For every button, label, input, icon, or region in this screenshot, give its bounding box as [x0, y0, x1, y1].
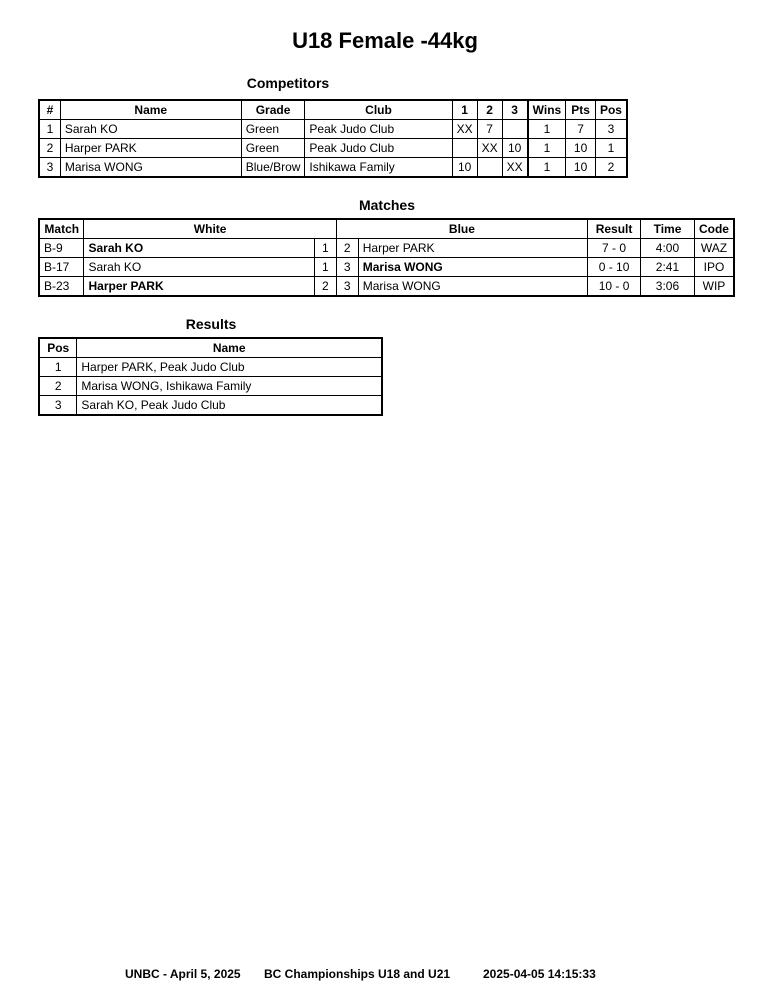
col-header-number: #	[39, 100, 60, 120]
footer-venue: UNBC - April 5, 2025	[125, 967, 241, 981]
competitor-pos: 2	[595, 158, 627, 178]
footer-event: BC Championships U18 and U21	[264, 967, 451, 981]
competitor-pos: 3	[595, 120, 627, 139]
competitors-header-row	[39, 100, 627, 120]
match-blue-number: 3	[336, 277, 358, 297]
match-white-number: 1	[314, 239, 336, 258]
match-white-number: 2	[314, 277, 336, 297]
match-time: 2:41	[641, 258, 695, 277]
competitor-vs-3: XX	[502, 158, 528, 178]
match-time: 3:06	[641, 277, 695, 297]
col-header-blue: Blue	[336, 219, 587, 239]
competitor-pts: 10	[566, 139, 596, 158]
results-table	[38, 337, 383, 416]
competitor-club: Peak Judo Club	[305, 120, 452, 139]
match-white-player: Harper PARK	[84, 277, 314, 297]
col-header-vs-2: 2	[477, 100, 502, 120]
match-white-player: Sarah KO	[84, 258, 314, 277]
result-pos: 2	[39, 377, 77, 396]
competitor-wins: 1	[528, 120, 566, 139]
match-result: 10 - 0	[588, 277, 641, 297]
competitor-name: Marisa WONG	[60, 158, 241, 178]
match-code: IPO	[694, 258, 734, 277]
result-name: Marisa WONG, Ishikawa Family	[77, 377, 382, 396]
competitor-pos: 1	[595, 139, 627, 158]
competitor-vs-3: 10	[502, 139, 528, 158]
match-blue-player: Marisa WONG	[358, 277, 587, 297]
col-header-pos: Pos	[39, 338, 77, 358]
result-row	[39, 396, 382, 416]
result-name: Sarah KO, Peak Judo Club	[77, 396, 382, 416]
competitor-wins: 1	[528, 158, 566, 178]
competitor-number: 3	[39, 158, 60, 178]
competitors-heading: Competitors	[246, 75, 330, 91]
competitor-vs-2: 7	[477, 120, 502, 139]
col-header-club: Club	[305, 100, 452, 120]
result-pos: 1	[39, 358, 77, 377]
result-pos: 3	[39, 396, 77, 416]
matches-header-row	[39, 219, 734, 239]
competitor-vs-1: XX	[452, 120, 477, 139]
col-header-name: Name	[77, 338, 382, 358]
match-id: B-9	[39, 239, 84, 258]
col-header-pts: Pts	[566, 100, 596, 120]
col-header-name: Name	[60, 100, 241, 120]
match-blue-number: 3	[336, 258, 358, 277]
competitor-vs-3	[502, 120, 528, 139]
match-white-number: 1	[314, 258, 336, 277]
col-header-grade: Grade	[241, 100, 305, 120]
result-name: Harper PARK, Peak Judo Club	[77, 358, 382, 377]
match-row	[39, 258, 734, 277]
col-header-vs-1: 1	[452, 100, 477, 120]
col-header-time: Time	[641, 219, 695, 239]
result-row	[39, 358, 382, 377]
competitor-grade: Green	[241, 139, 305, 158]
col-header-code: Code	[694, 219, 734, 239]
competitor-row	[39, 120, 627, 139]
competitor-row	[39, 139, 627, 158]
competitor-grade: Blue/Brow	[241, 158, 305, 178]
matches-table	[38, 218, 735, 297]
competitor-club: Ishikawa Family	[305, 158, 452, 178]
competitor-vs-2: XX	[477, 139, 502, 158]
match-id: B-23	[39, 277, 84, 297]
match-white-player: Sarah KO	[84, 239, 314, 258]
col-header-match: Match	[39, 219, 84, 239]
competitor-name: Sarah KO	[60, 120, 241, 139]
col-header-white: White	[84, 219, 336, 239]
competitor-pts: 10	[566, 158, 596, 178]
competitor-club: Peak Judo Club	[305, 139, 452, 158]
results-header-row	[39, 338, 382, 358]
col-header-vs-3: 3	[502, 100, 528, 120]
match-blue-player: Marisa WONG	[358, 258, 587, 277]
match-id: B-17	[39, 258, 84, 277]
match-code: WIP	[694, 277, 734, 297]
competitor-pts: 7	[566, 120, 596, 139]
competitor-number: 1	[39, 120, 60, 139]
page-title: U18 Female -44kg	[292, 28, 478, 53]
col-header-wins: Wins	[528, 100, 566, 120]
match-result: 0 - 10	[588, 258, 641, 277]
competitor-number: 2	[39, 139, 60, 158]
matches-heading: Matches	[358, 197, 416, 213]
results-heading: Results	[185, 316, 237, 332]
competitor-name: Harper PARK	[60, 139, 241, 158]
footer-timestamp: 2025-04-05 14:15:33	[483, 967, 596, 981]
match-row	[39, 239, 734, 258]
match-result: 7 - 0	[588, 239, 641, 258]
match-time: 4:00	[641, 239, 695, 258]
match-blue-player: Harper PARK	[358, 239, 587, 258]
competitor-vs-1: 10	[452, 158, 477, 178]
competitor-vs-1	[452, 139, 477, 158]
competitors-table	[38, 99, 628, 178]
competitor-vs-2	[477, 158, 502, 178]
match-blue-number: 2	[336, 239, 358, 258]
competitor-wins: 1	[528, 139, 566, 158]
match-row	[39, 277, 734, 297]
col-header-pos: Pos	[595, 100, 627, 120]
col-header-result: Result	[588, 219, 641, 239]
competitor-row	[39, 158, 627, 178]
match-code: WAZ	[694, 239, 734, 258]
competitor-grade: Green	[241, 120, 305, 139]
result-row	[39, 377, 382, 396]
